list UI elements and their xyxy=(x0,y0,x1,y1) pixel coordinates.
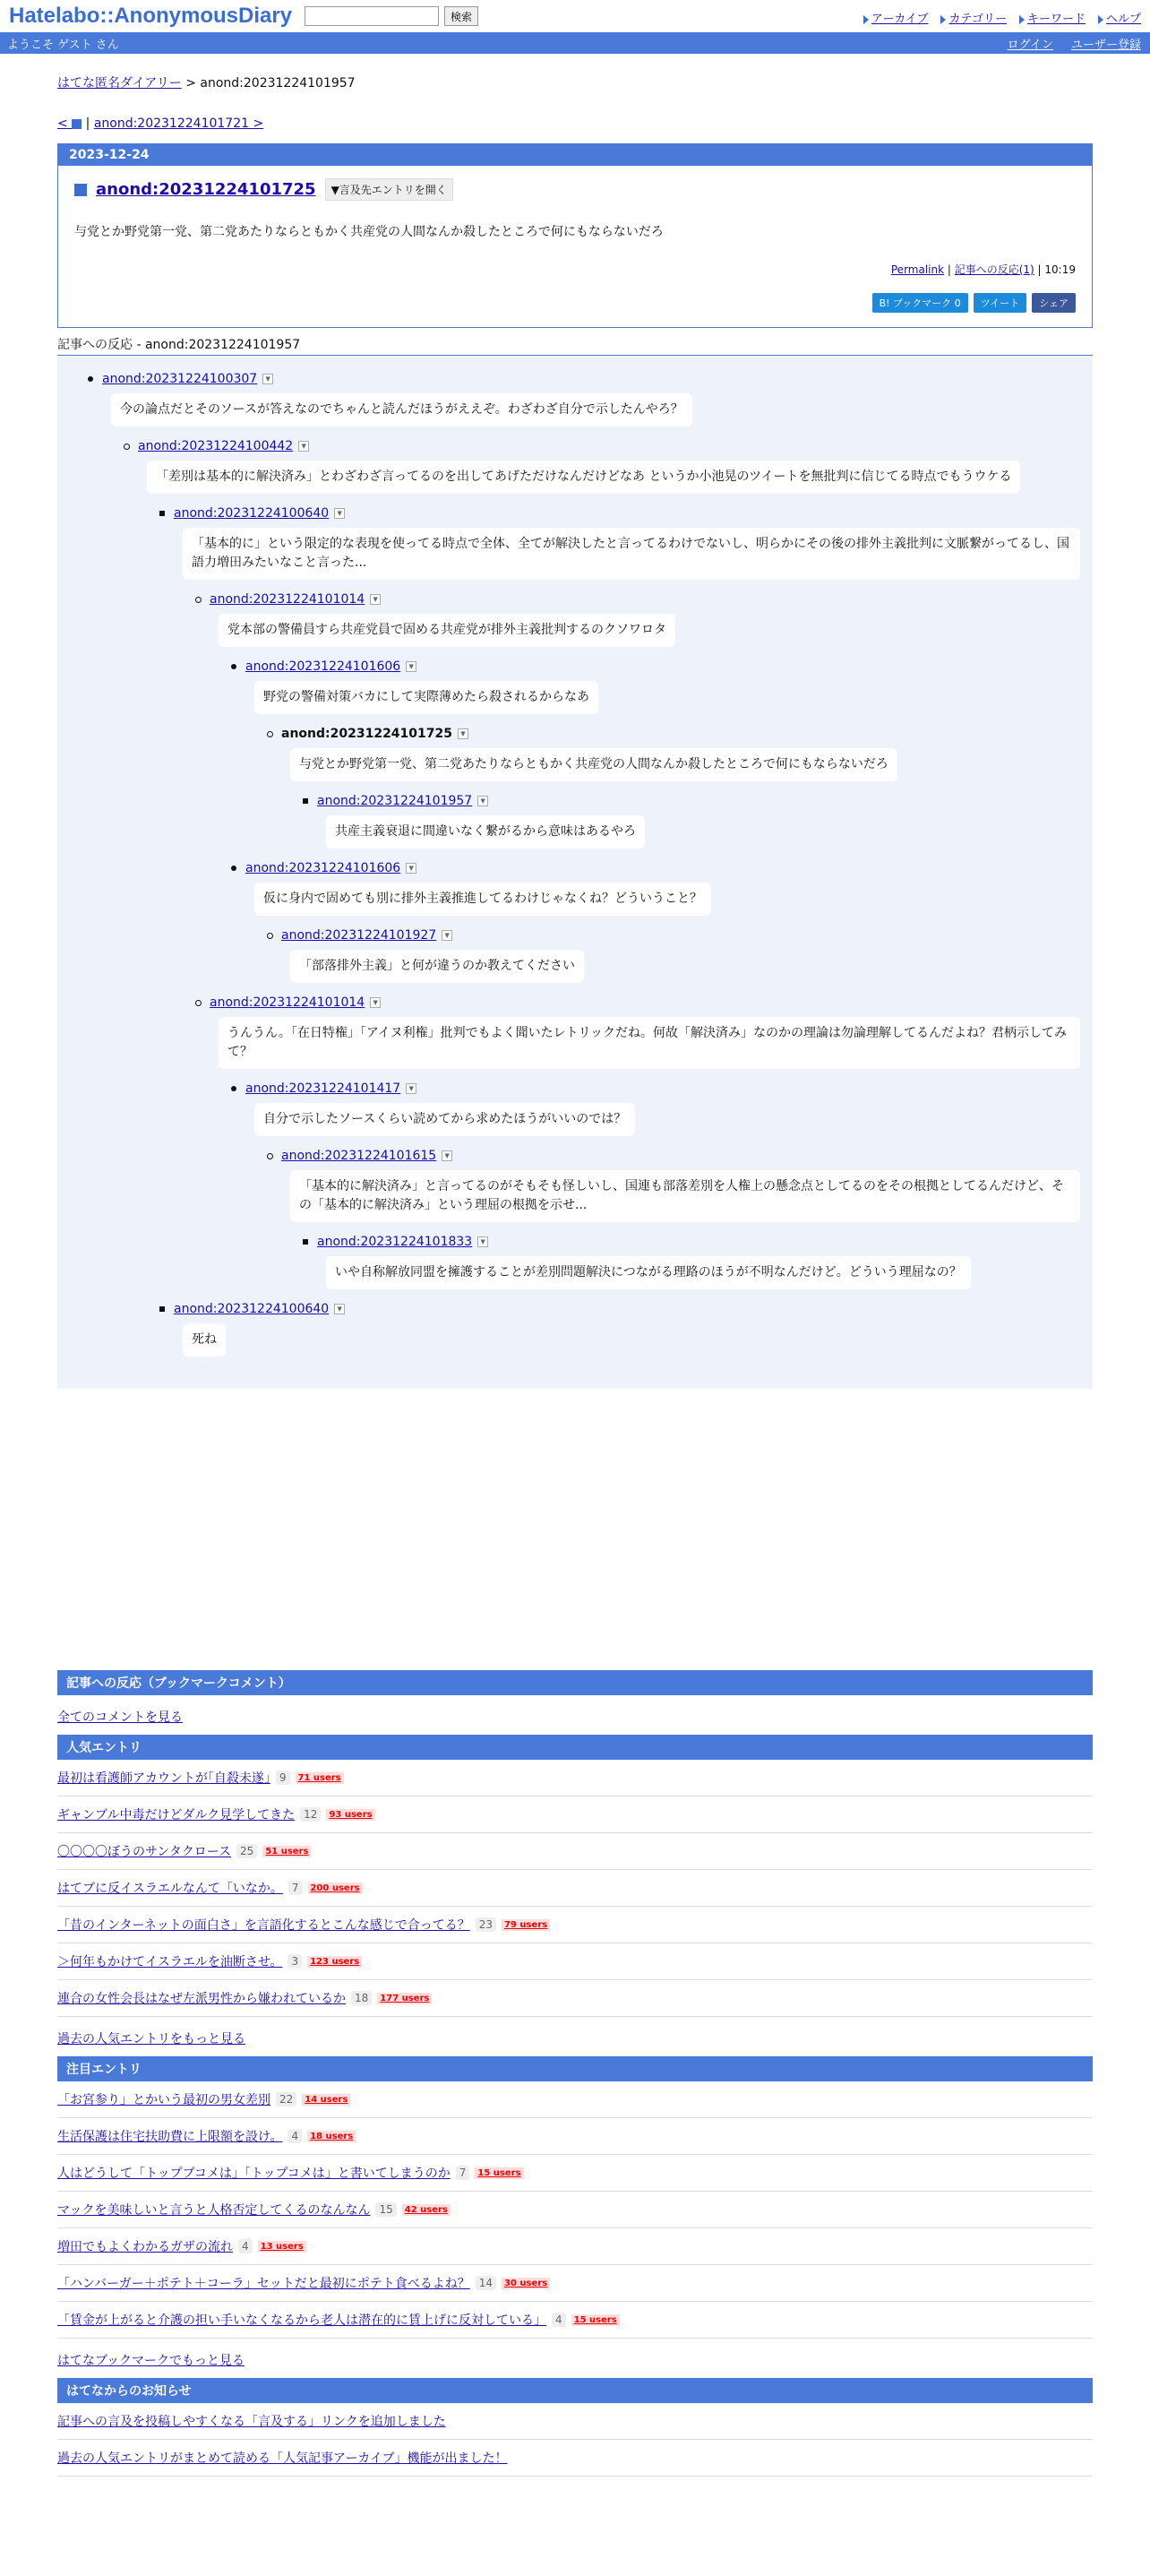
all-comments-link[interactable]: 全てのコメントを見る xyxy=(57,1710,183,1725)
comment-count[interactable]: 15 xyxy=(375,2202,396,2217)
bullet-icon xyxy=(195,597,202,603)
bullet-icon xyxy=(88,376,93,382)
nav-keyword-link[interactable]: キーワード xyxy=(1026,13,1086,26)
entry-link[interactable]: ＞何年もかけてイスラエルを油断させ。 xyxy=(57,1955,283,1969)
reaction-id-link[interactable]: anond:20231224101833 xyxy=(317,1235,473,1249)
entry-link[interactable]: はてブに反イスラエルなんて「いなか。 xyxy=(57,1882,283,1896)
comment-count[interactable]: 22 xyxy=(276,2092,296,2106)
reaction-id-link: anond:20231224101725 xyxy=(281,727,452,741)
reaction-node xyxy=(281,925,1080,992)
expand-icon[interactable]: ▼ xyxy=(442,1150,452,1161)
arrow-icon xyxy=(1098,15,1103,24)
comment-count[interactable]: 18 xyxy=(351,1991,372,2005)
bookmark-section-title: 記事への反応（ブックマークコメント） xyxy=(57,1670,1093,1695)
reaction-head xyxy=(138,435,1080,457)
entry-title-row xyxy=(58,166,1092,201)
reaction-message: 「基本的に」という限定的な表現を使ってる時点で全体、全てが解決したと言ってるわけでないし、明らかにその後の排外主義批判に文脈繋がってるし、国語力増田みたいなこと言った... xyxy=(183,528,1080,580)
expand-icon[interactable]: ▼ xyxy=(262,374,273,384)
prev-link[interactable] xyxy=(57,116,82,131)
expand-icon[interactable]: ▼ xyxy=(458,728,468,739)
users-badge[interactable]: 200 users xyxy=(308,1882,363,1894)
top-bar xyxy=(0,0,1150,32)
popular-item xyxy=(57,1943,1093,1980)
bullet-icon xyxy=(267,731,273,737)
reactions-title: 記事への反応 - anond:20231224101957 xyxy=(57,335,1093,356)
attention-item xyxy=(57,2081,1093,2118)
notice-link[interactable]: 過去の人気エントリがまとめて読める「人気記事アーカイブ」機能が出ました！ xyxy=(57,2451,508,2466)
permalink[interactable]: Permalink xyxy=(890,263,945,276)
attention-title: 注目エントリ xyxy=(57,2056,1093,2081)
breadcrumb-current: anond:20231224101957 xyxy=(200,76,356,90)
reaction-head xyxy=(245,656,1080,677)
reaction-node xyxy=(210,992,1080,1078)
reaction-id-link[interactable]: anond:20231224101927 xyxy=(281,928,437,943)
attention-item xyxy=(57,2118,1093,2155)
bullet-icon xyxy=(303,798,308,804)
reaction-message: 野党の警備対策バカにして実際薄めたら殺されるからなあ xyxy=(254,681,598,714)
users-badge[interactable]: 30 users xyxy=(502,2278,550,2289)
comment-count[interactable]: 3 xyxy=(288,1954,302,1969)
users-badge[interactable]: 123 users xyxy=(307,1956,362,1968)
arrow-icon xyxy=(863,15,869,24)
comment-count[interactable]: 12 xyxy=(300,1807,321,1822)
pager-sep: | xyxy=(85,116,90,131)
bullet-icon xyxy=(303,1239,308,1245)
users-badge[interactable]: 42 users xyxy=(402,2204,451,2216)
reaction-node xyxy=(281,723,1080,790)
expand-icon[interactable]: ▼ xyxy=(477,1236,488,1247)
comment-count[interactable]: 25 xyxy=(236,1844,257,1858)
entry-icon xyxy=(74,184,87,196)
reaction-id-link[interactable]: anond:20231224101615 xyxy=(281,1149,437,1163)
entry-link[interactable]: 最初は看護師アカウントが｢自殺未遂｣ xyxy=(57,1771,270,1786)
bullet-icon xyxy=(231,866,236,871)
reaction-head xyxy=(317,790,1080,812)
arrow-icon xyxy=(940,15,946,24)
prev-label: < xyxy=(57,116,68,131)
bullet-icon xyxy=(231,664,236,669)
search-form xyxy=(305,6,478,26)
reaction-node xyxy=(102,368,1080,435)
reaction-node xyxy=(281,1145,1080,1231)
search-input[interactable] xyxy=(305,6,439,26)
reaction-node xyxy=(138,435,1080,503)
users-badge[interactable]: 13 users xyxy=(258,2241,306,2253)
welcome-text: ようこそ ゲスト さん xyxy=(7,38,119,52)
attention-list xyxy=(57,2081,1093,2339)
reaction-message: 与党とか野党第一党、第二党あたりならともかく共産党の人間なんか殺したところで何にもならないだろ xyxy=(290,748,897,781)
reaction-message: 「部落排外主義」と何が違うのか教えてください xyxy=(290,950,584,983)
bullet-icon xyxy=(124,444,130,450)
attention-item xyxy=(57,2265,1093,2302)
open-reference-button[interactable]: ▼言及先エントリを開く xyxy=(325,178,453,201)
comment-count[interactable]: 7 xyxy=(456,2166,470,2180)
reaction-head xyxy=(281,723,1080,745)
comment-count[interactable]: 7 xyxy=(288,1881,303,1895)
reaction-id-link[interactable]: anond:20231224101957 xyxy=(317,794,473,808)
users-badge[interactable]: 79 users xyxy=(502,1919,550,1931)
entry-title[interactable]: anond:20231224101725 xyxy=(96,180,316,199)
popular-title: 人気エントリ xyxy=(57,1735,1093,1760)
users-badge[interactable]: 15 users xyxy=(475,2167,523,2179)
pager xyxy=(57,116,1093,131)
expand-icon[interactable]: ▼ xyxy=(334,1304,345,1314)
entry-link[interactable]: マックを美味しいと言うと人格否定してくるのなんなん xyxy=(57,2203,371,2218)
expand-icon[interactable]: ▼ xyxy=(442,930,452,941)
users-badge[interactable]: 51 users xyxy=(262,1846,311,1857)
reaction-id-link[interactable]: anond:20231224101606 xyxy=(245,861,401,875)
reaction-head xyxy=(281,1145,1080,1167)
reaction-node xyxy=(174,503,1080,589)
comment-count[interactable]: 4 xyxy=(552,2313,566,2327)
reaction-head xyxy=(317,1231,1080,1253)
notice-title: はてなからのお知らせ xyxy=(57,2378,1093,2403)
users-badge[interactable]: 177 users xyxy=(377,1993,432,2004)
attention-item xyxy=(57,2192,1093,2228)
expand-icon[interactable]: ▼ xyxy=(406,661,416,672)
bullet-icon xyxy=(159,1306,165,1312)
register-link[interactable]: ユーザー登録 xyxy=(1070,38,1141,52)
entry-body: 与党とか野党第一党、第二党あたりならともかく共産党の人間なんか殺したところで何にもならないだろ xyxy=(74,225,664,239)
reaction-tree xyxy=(57,356,1093,1389)
top-nav xyxy=(863,9,1141,26)
reaction-message: 自分で示したソースくらい読めてから求めたほうがいいのでは？ xyxy=(254,1103,635,1136)
reaction-message: 今の論点だとそのソースが答えなのでちゃんと読んだほうがええぞ。わざわざ自分で示したんやろ？ xyxy=(111,393,692,426)
reaction-head xyxy=(174,1298,1080,1320)
attention-more-link[interactable]: はてなブックマークでもっと見る xyxy=(57,2354,245,2368)
comment-count[interactable]: 4 xyxy=(238,2239,253,2253)
comment-count[interactable]: 4 xyxy=(288,2129,302,2143)
nav-archive[interactable] xyxy=(863,9,929,26)
reaction-head xyxy=(245,1078,1080,1099)
expand-icon[interactable]: ▼ xyxy=(406,1083,416,1094)
reaction-head xyxy=(281,925,1080,946)
reaction-message: いや自称解放同盟を擁護することが差別問題解決につながる理路のほうが不明なんだけど。どういう理屈なの？ xyxy=(326,1256,971,1289)
reaction-message: 共産主義衰退に間違いなく繋がるから意味はあるやろ xyxy=(326,815,645,849)
reactions-link[interactable]: 記事への反応(1) xyxy=(954,263,1034,276)
arrow-icon xyxy=(1019,15,1025,24)
popular-item xyxy=(57,1796,1093,1833)
expand-icon[interactable]: ▼ xyxy=(370,594,381,605)
popular-item xyxy=(57,1760,1093,1796)
popular-item xyxy=(57,1980,1093,2017)
notice-link[interactable]: 記事への言及を投稿しやすくなる「言及する」リンクを追加しました xyxy=(57,2415,446,2429)
entry-box xyxy=(57,143,1093,328)
attention-item xyxy=(57,2155,1093,2192)
users-badge[interactable]: 93 users xyxy=(326,1809,374,1821)
bullet-icon xyxy=(267,933,273,939)
attention-item xyxy=(57,2228,1093,2265)
reaction-message: うんうん。「在日特権」「アイヌ利権」批判でもよく聞いたレトリックだね。何故「解決済み」なのかの理論は勿論理解してるんだよね？君柄示してみて？ xyxy=(219,1017,1080,1069)
main-content xyxy=(57,73,1093,2477)
entry-link[interactable]: 「ハンバーガー＋ポテト＋コーラ」セットだと最初にポテト食べるよね？ xyxy=(57,2277,470,2291)
entry-link[interactable]: 「お宮参り」とかいう最初の男女差別 xyxy=(57,2093,270,2107)
reaction-id-link[interactable]: anond:20231224101014 xyxy=(210,592,365,607)
bullet-icon xyxy=(195,1000,202,1006)
diary-icon xyxy=(72,119,82,129)
bullet-icon xyxy=(231,1086,236,1091)
reaction-message: 「差別は基本的に解決済み」とわざわざ言ってるのを出してあげただけなんだけどなあ というか小池晃のツイートを無批判に信じてる時点でもうウケる xyxy=(147,461,1020,494)
users-badge[interactable]: 14 users xyxy=(302,2094,350,2106)
comment-count[interactable]: 9 xyxy=(276,1770,290,1785)
breadcrumb-sep: > xyxy=(185,76,196,90)
bullet-icon xyxy=(267,1153,273,1159)
nav-archive-link[interactable]: アーカイブ xyxy=(871,13,929,26)
search-button[interactable]: 検索 xyxy=(444,6,478,26)
reaction-message: 党本部の警備員すら共産党員で固める共産党が排外主義批判するのクソワロタ xyxy=(219,614,675,647)
reaction-id-link[interactable]: anond:20231224100307 xyxy=(102,372,258,386)
reaction-id-link[interactable]: anond:20231224100640 xyxy=(174,1302,330,1316)
expand-icon[interactable]: ▼ xyxy=(298,441,309,452)
reaction-id-link[interactable]: anond:20231224101014 xyxy=(210,995,365,1010)
reaction-node xyxy=(317,790,1080,857)
popular-item xyxy=(57,1870,1093,1907)
reaction-head xyxy=(245,857,1080,879)
reaction-id-link[interactable]: anond:20231224100640 xyxy=(174,506,330,521)
popular-item xyxy=(57,1833,1093,1870)
next-link[interactable]: anond:20231224101721 > xyxy=(93,116,264,131)
entry-footer: Permalink | 記事への反応(1) | 10:19 xyxy=(890,263,1076,276)
share-buttons xyxy=(58,277,1092,327)
welcome-bar xyxy=(0,32,1150,54)
nav-help-link[interactable]: ヘルプ xyxy=(1105,13,1141,26)
reaction-node xyxy=(245,656,1080,723)
reaction-head xyxy=(210,992,1080,1013)
comment-count[interactable]: 14 xyxy=(476,2276,496,2290)
nav-keyword[interactable] xyxy=(1019,9,1086,26)
popular-more-link[interactable]: 過去の人気エントリをもっと見る xyxy=(57,2032,245,2046)
users-badge[interactable]: 15 users xyxy=(571,2314,620,2326)
tweet-button[interactable]: ツイート xyxy=(974,293,1026,313)
facebook-share-button[interactable]: シェア xyxy=(1032,293,1076,313)
users-badge[interactable]: 18 users xyxy=(307,2131,356,2142)
entry-link[interactable]: 増田でもよくわかるガザの流れ xyxy=(57,2240,233,2254)
bullet-icon xyxy=(159,511,165,516)
reaction-id-link[interactable]: anond:20231224100442 xyxy=(138,439,294,453)
hatena-bookmark-button[interactable]: B! ブックマーク 0 xyxy=(872,293,968,313)
entry-time: 10:19 xyxy=(1044,263,1076,276)
reaction-id-link[interactable]: anond:20231224101606 xyxy=(245,659,401,674)
reaction-head xyxy=(174,503,1080,524)
entry-link[interactable]: 生活保護は住宅扶助費に上限額を設け。 xyxy=(57,2130,283,2144)
breadcrumb-home[interactable]: はてな匿名ダイアリー xyxy=(57,76,182,90)
entry-link[interactable]: 連合の女性会長はなぜ左派男性から嫌われているか xyxy=(57,1992,346,2006)
reaction-message: 「基本的に解決済み」と言ってるのがそもそも怪しいし、国連も部落差別を人権上の懸念点としてるのをその根拠としてるんだけど、その「基本的に解決済み」という理屈の根拠を示せ... xyxy=(290,1170,1080,1222)
entry-link[interactable]: ギャンブル中毒だけどダルク見学してきた xyxy=(57,1808,296,1822)
expand-icon[interactable]: ▼ xyxy=(477,796,488,806)
notice-item xyxy=(57,2403,1093,2440)
entry-link[interactable]: 「賃金が上がると介護の担い手いなくなるから老人は潜在的に賃上げに反対している」 xyxy=(57,2313,546,2328)
notice-list xyxy=(57,2403,1093,2477)
entry-link[interactable]: 「昔のインターネットの面白さ」を言語化するとこんな感じで合ってる？ xyxy=(57,1918,470,1933)
attention-item xyxy=(57,2302,1093,2339)
reaction-message: 死ね xyxy=(183,1323,226,1357)
entry-date: 2023-12-24 xyxy=(58,144,1092,166)
users-badge[interactable]: 71 users xyxy=(296,1772,344,1784)
notice-item xyxy=(57,2440,1093,2477)
reaction-id-link[interactable]: anond:20231224101417 xyxy=(245,1081,401,1096)
nav-help[interactable] xyxy=(1098,9,1141,26)
breadcrumb xyxy=(57,73,1093,91)
reaction-node xyxy=(245,1078,1080,1145)
popular-item xyxy=(57,1907,1093,1943)
entry-link[interactable]: 〇〇〇〇ぼうのサンタクロース xyxy=(57,1845,232,1859)
nav-category-link[interactable]: カテゴリー xyxy=(948,13,1007,26)
comment-count[interactable]: 23 xyxy=(476,1917,496,1932)
reaction-node xyxy=(317,1231,1080,1298)
reaction-message: 仮に身内で固めても別に排外主義推進してるわけじゃなくね？どういうこと？ xyxy=(254,883,711,916)
popular-list xyxy=(57,1760,1093,2017)
site-logo[interactable]: Hatelabo::AnonymousDiary xyxy=(9,4,293,28)
reaction-node xyxy=(245,857,1080,925)
reaction-head xyxy=(102,368,1080,390)
reaction-head xyxy=(210,589,1080,610)
entry-link[interactable]: 人はどうして「トップブコメは」「トップコメは」と書いてしまうのか xyxy=(57,2167,451,2181)
reaction-node xyxy=(174,1298,1080,1366)
login-link[interactable]: ログイン xyxy=(1007,38,1053,52)
expand-icon[interactable]: ▼ xyxy=(334,508,345,519)
expand-icon[interactable]: ▼ xyxy=(370,997,381,1008)
reaction-node xyxy=(210,589,1080,656)
nav-category[interactable] xyxy=(940,9,1006,26)
expand-icon[interactable]: ▼ xyxy=(406,863,416,874)
